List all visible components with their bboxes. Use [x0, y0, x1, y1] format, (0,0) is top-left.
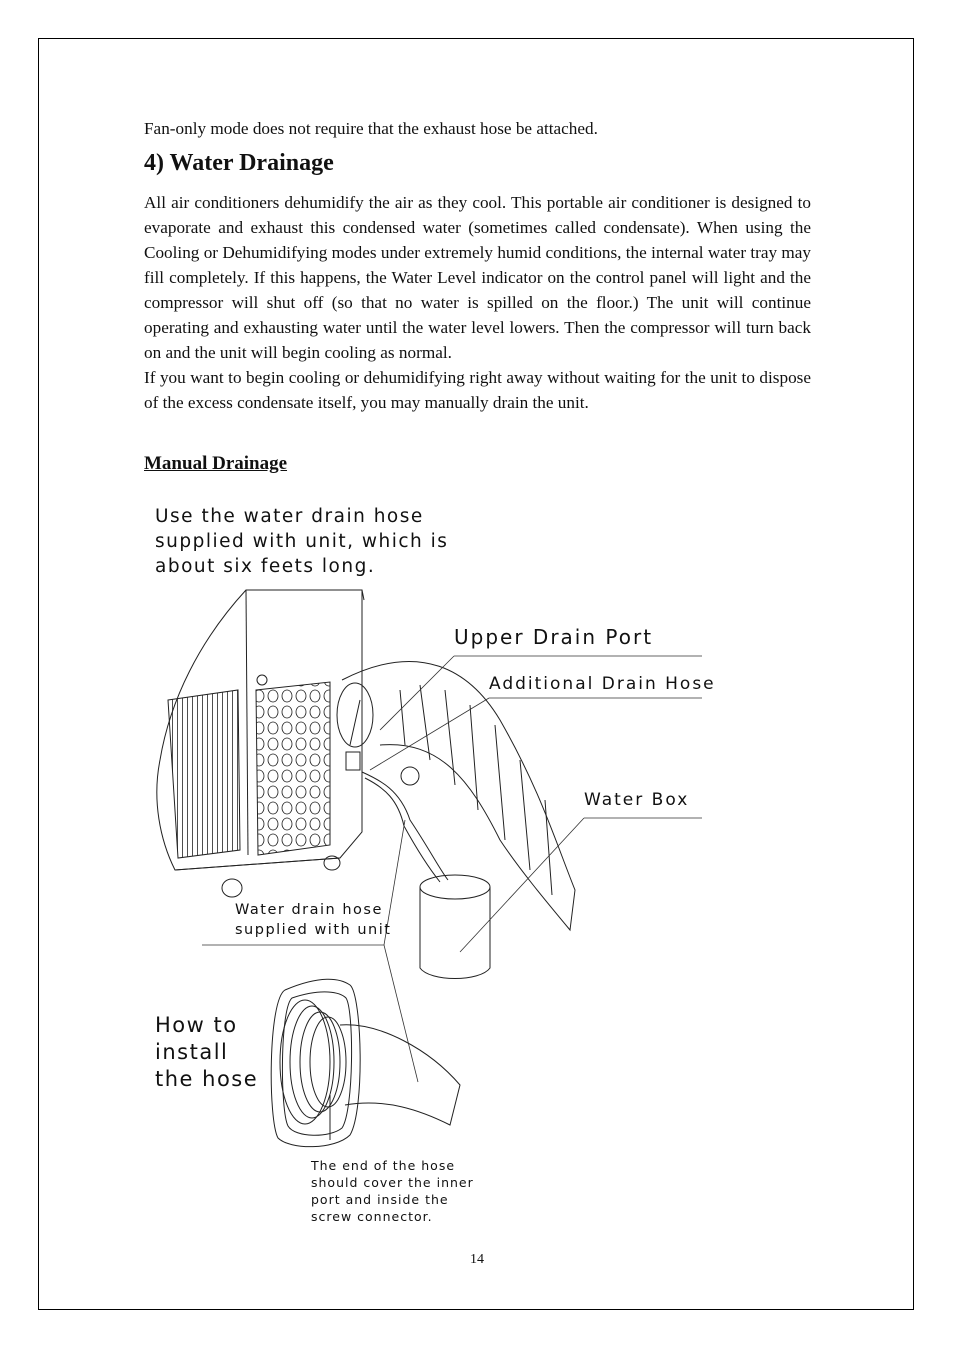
paragraph: All air conditioners dehumidify the air as they cool. This portable air conditioner is designed to evaporate and exhaust this condensed water (sometimes called condensate). When using the Cooling or Dehumidifying modes under extremely humid conditions, the internal water tray may fill completely. If this happens, the Water Level indicator on the control panel will light and the compressor will shut off (so that no water is spilled on the floor.) The unit will continue operating and exhausting water until the water level lowers. Then the compressor will turn back on and the unit will begin cooling as normal. [144, 193, 811, 362]
upper-drain-port-label: Upper Drain Port [454, 625, 654, 649]
manual-drainage-heading: Manual Drainage [144, 453, 288, 474]
hose-install-detail [271, 979, 460, 1146]
use-hose-note: Use the water drain hose supplied with unit, which is about six feets long. [155, 506, 449, 577]
additional-drain-hose-label: Additional Drain Hose [489, 674, 716, 694]
water-drain-hose-label: Water drain hose supplied with unit [235, 902, 392, 938]
paragraph: If you want to begin cooling or dehumidifying right away without waiting for the unit to dispose of the excess condensate itself, you may manually drain the unit. [144, 368, 811, 412]
drain-hose-and-water-box [362, 767, 490, 979]
exhaust-hose [337, 661, 575, 930]
air-conditioner-unit [157, 590, 364, 897]
page-number: 14 [470, 1252, 484, 1267]
hose-end-note: The end of the hose should cover the inner port and inside the screw connector. [311, 1158, 474, 1224]
how-to-install-label: How to install the hose [155, 1013, 259, 1091]
section-heading: 4) Water Drainage [144, 150, 334, 176]
water-box-label: Water Box [584, 790, 690, 810]
intro-text: Fan-only mode does not require that the exhaust hose be attached. [144, 119, 598, 138]
